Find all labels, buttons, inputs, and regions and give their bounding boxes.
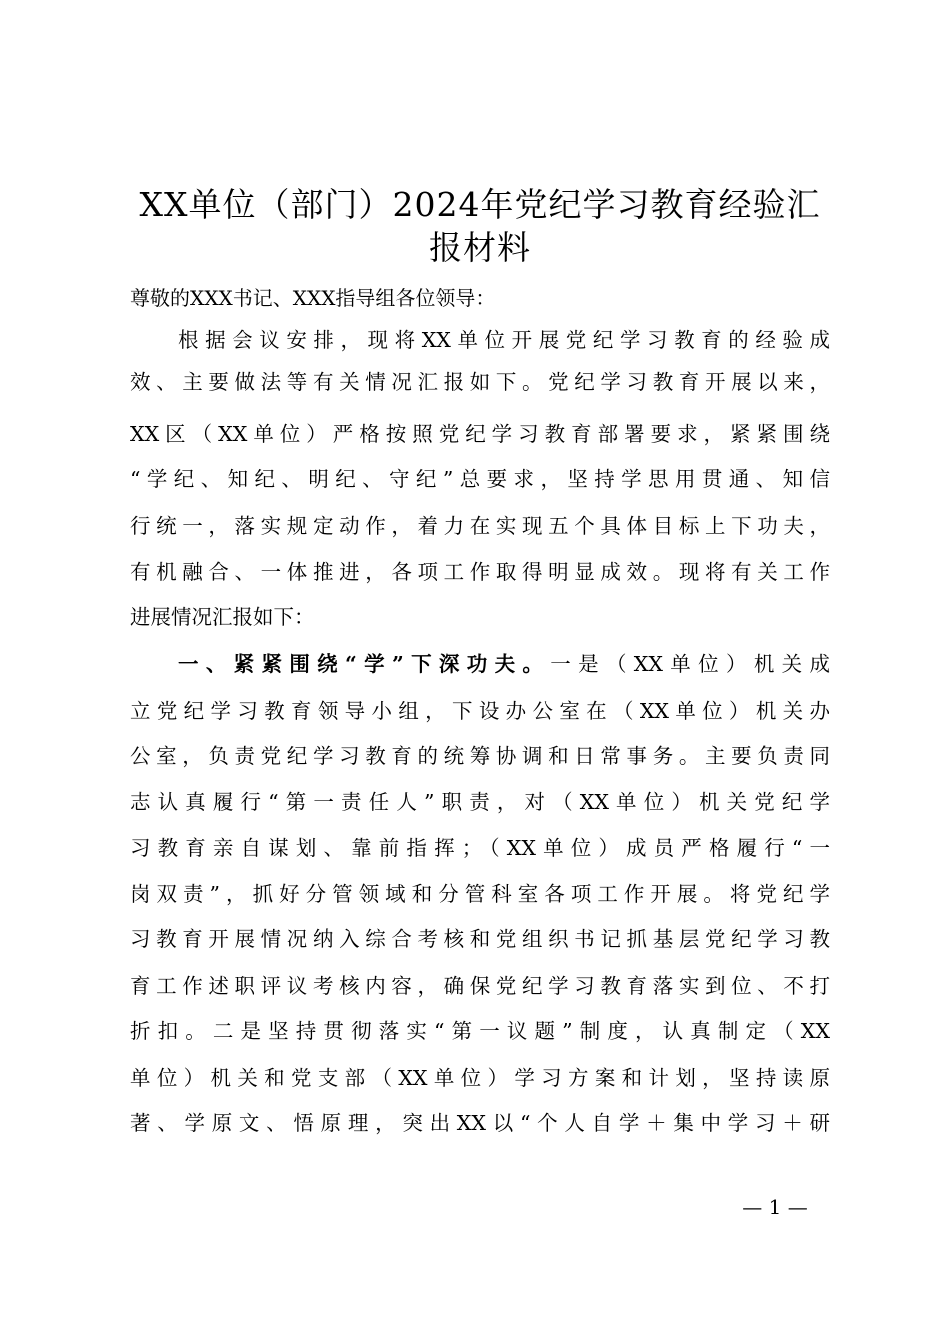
page-number: — 1 — xyxy=(742,1195,808,1219)
section-1-line: 习教育开展情况纳入综合考核和党组织书记抓基层党纪学习教 xyxy=(130,927,830,951)
paragraph-1-line: 效、主要做法等有关情况汇报如下。党纪学习教育开展以来， xyxy=(130,370,830,394)
section-1-line: 折扣。二是坚持贯彻落实“第一议题”制度，认真制定（XX xyxy=(130,1019,830,1043)
section-1-line: 岗双责”，抓好分管领域和分管科室各项工作开展。将党纪学 xyxy=(130,882,830,906)
paragraph-1-line: 行统一，落实规定动作，着力在实现五个具体目标上下功夫， xyxy=(130,514,830,538)
section-1-line: 习教育亲自谋划、靠前指挥；（XX单位）成员严格履行“一 xyxy=(130,836,830,860)
section-1-line: 育工作述职评议考核内容，确保党纪学习教育落实到位、不打 xyxy=(130,974,830,998)
paragraph-1-line: XX区（XX单位）严格按照党纪学习教育部署要求，紧紧围绕 xyxy=(130,422,830,446)
paragraph-1-line: “学纪、知纪、明纪、守纪”总要求，坚持学思用贯通、知信 xyxy=(130,467,830,491)
section-1-heading: 一、紧紧围绕“学”下深功夫。 xyxy=(178,652,551,676)
section-1-line: 立党纪学习教育领导小组，下设办公室在（XX单位）机关办 xyxy=(130,699,830,723)
section-1-line: 单位）机关和党支部（XX单位）学习方案和计划，坚持读原 xyxy=(130,1066,830,1090)
section-1-first-line xyxy=(178,650,830,678)
section-1-line: 公室，负责党纪学习教育的统筹协调和日常事务。主要负责同 xyxy=(130,744,830,768)
paragraph-1-line: 根据会议安排，现将XX单位开展党纪学习教育的经验成 xyxy=(178,328,830,352)
section-1-first-line-text: 一是（XX单位）机关成 xyxy=(550,652,830,676)
paragraph-1-line: 进展情况汇报如下： xyxy=(130,605,315,629)
document-title-line-1: XX单位（部门）2024年党纪学习教育经验汇 xyxy=(139,185,821,224)
section-1-line: 著、学原文、悟原理，突出XX以“个人自学＋集中学习＋研 xyxy=(130,1111,830,1135)
section-1-line: 志认真履行“第一责任人”职责，对（XX单位）机关党纪学 xyxy=(130,790,830,814)
paragraph-1-line: 有机融合、一体推进，各项工作取得明显成效。现将有关工作 xyxy=(130,560,830,584)
salutation: 尊敬的XXX书记、XXX指导组各位领导： xyxy=(130,286,496,310)
document-title-line-2: 报材料 xyxy=(429,228,531,267)
